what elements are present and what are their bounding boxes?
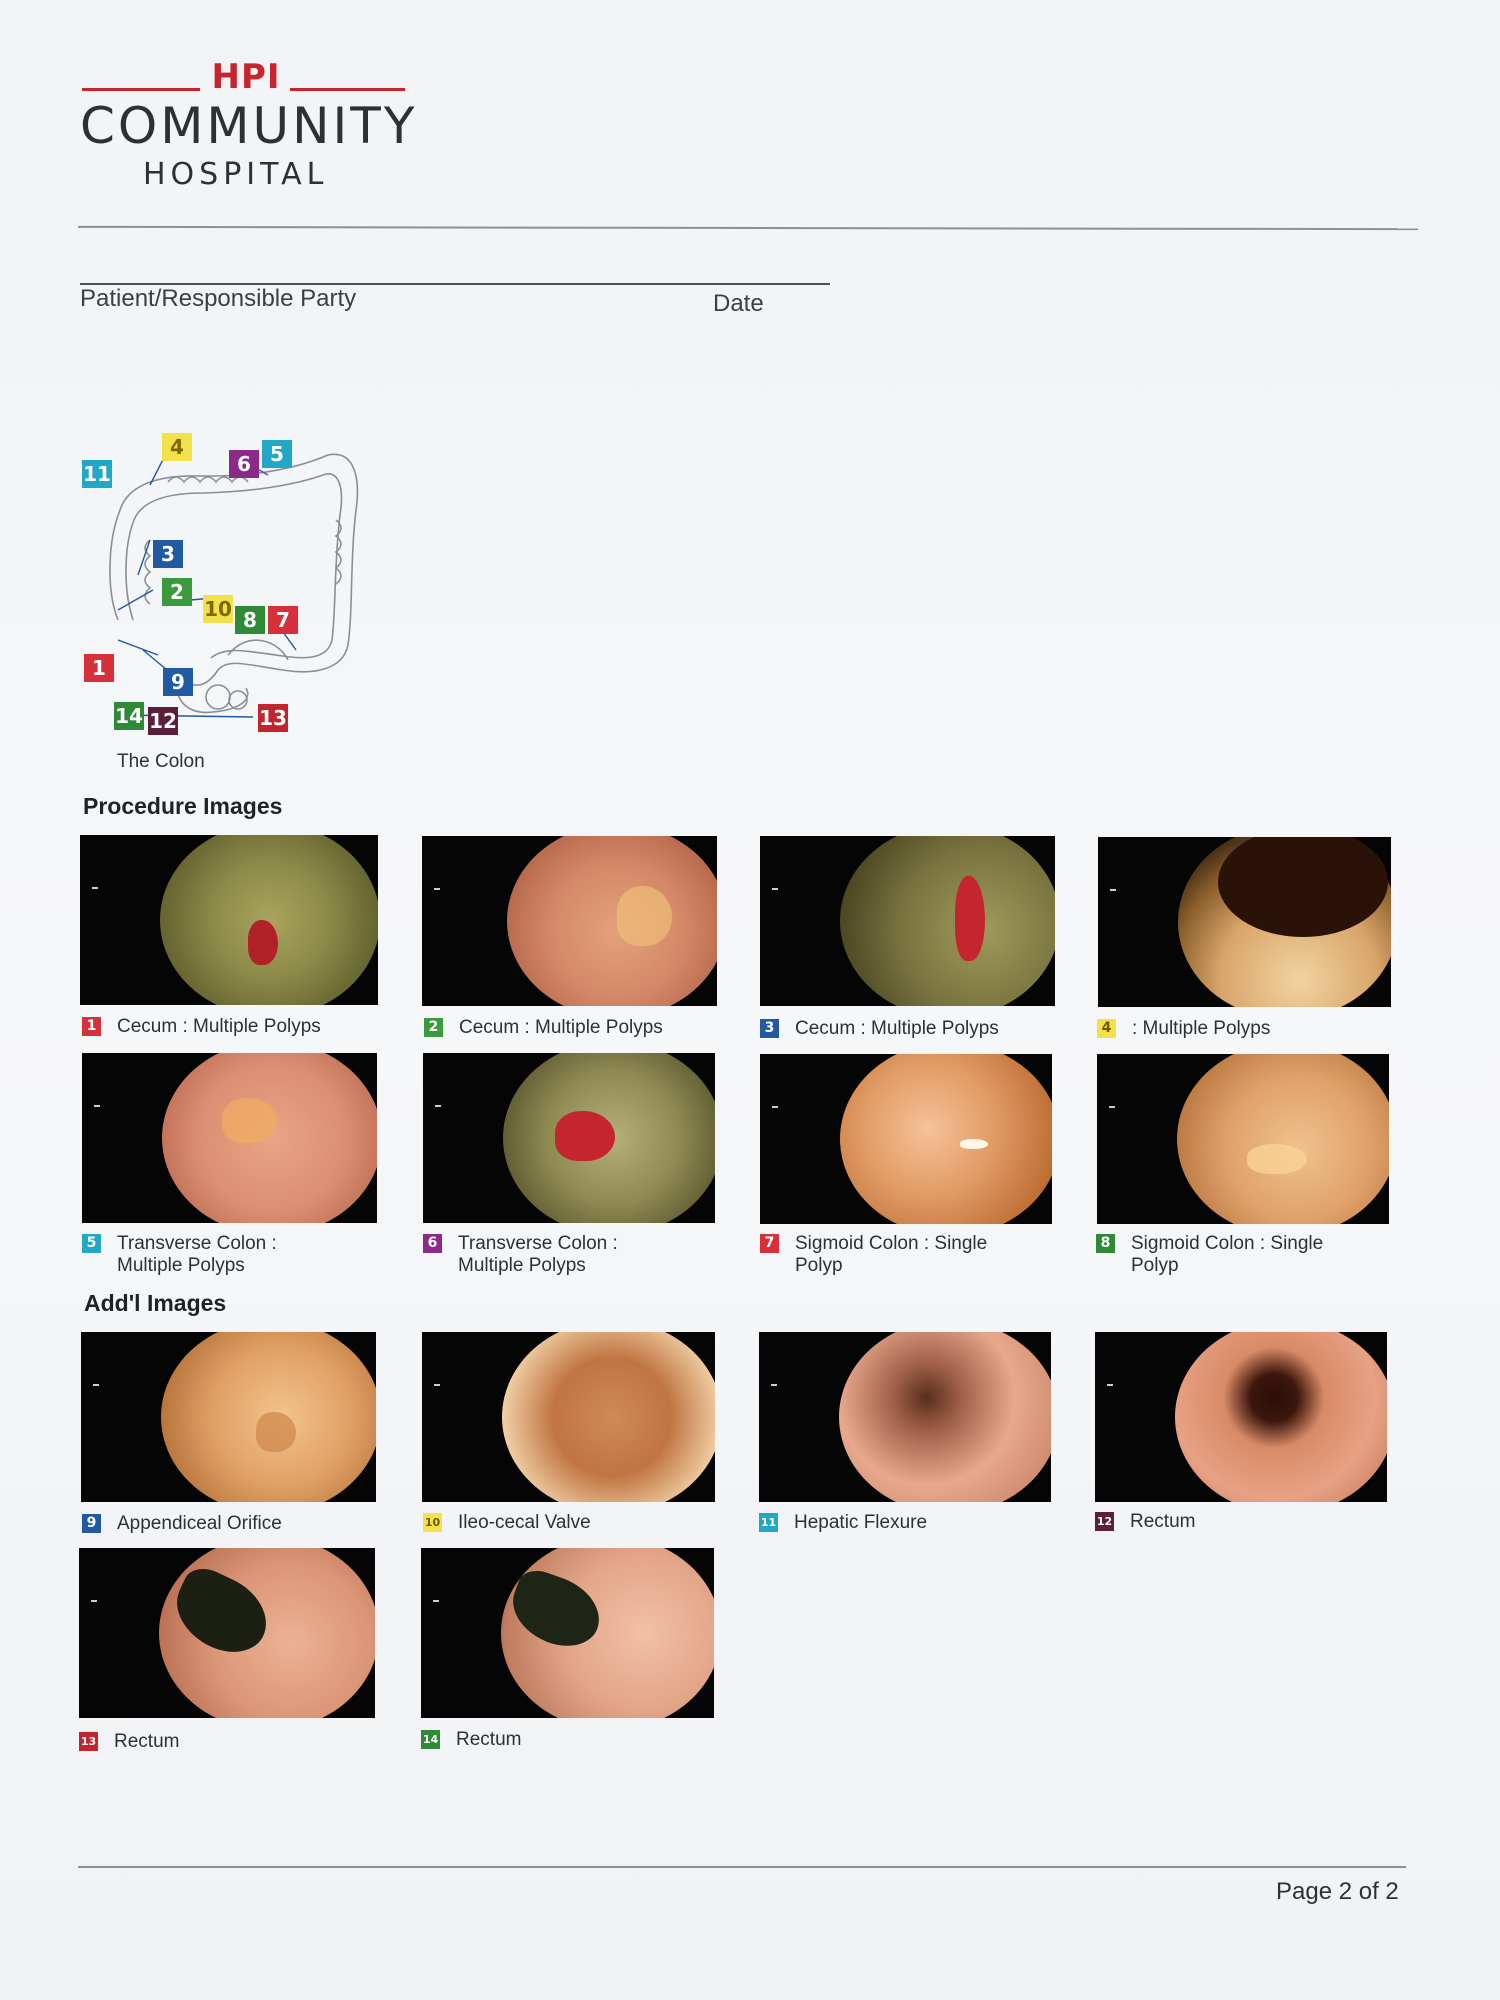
caption-number-10: 10 xyxy=(423,1513,442,1532)
logo-line-right xyxy=(290,88,405,91)
date-label: Date xyxy=(713,290,764,317)
caption-3 xyxy=(760,1018,1060,1040)
caption-number-9: 9 xyxy=(82,1514,101,1533)
procedure-image-7[interactable] xyxy=(760,1054,1052,1224)
addl-images-title: Add'l Images xyxy=(84,1290,227,1316)
page-number: Page 2 of 2 xyxy=(1276,1878,1399,1905)
marker-4: 4 xyxy=(162,433,192,461)
caption-label-13: Rectum xyxy=(114,1731,180,1752)
patient-label: Patient/Responsible Party xyxy=(80,285,357,312)
procedure-image-4[interactable] xyxy=(1098,837,1391,1007)
marker-7: 7 xyxy=(268,606,298,634)
caption-label-8: Sigmoid Colon : Single Polyp xyxy=(1131,1233,1324,1276)
caption-label-1: Cecum : Multiple Polyps xyxy=(117,1016,321,1037)
caption-label-14: Rectum xyxy=(456,1729,522,1750)
caption-number-7: 7 xyxy=(760,1234,779,1253)
hospital-logo xyxy=(80,55,418,192)
caption-number-2: 2 xyxy=(424,1018,443,1037)
header-divider xyxy=(78,226,1418,230)
marker-13: 13 xyxy=(259,706,287,730)
caption-6 xyxy=(423,1233,723,1277)
caption-9 xyxy=(82,1513,382,1535)
marker-5: 5 xyxy=(262,440,292,468)
caption-label-10: Ileo-cecal Valve xyxy=(458,1512,591,1533)
caption-label-2: Cecum : Multiple Polyps xyxy=(459,1017,663,1038)
procedure-image-8[interactable] xyxy=(1097,1054,1389,1224)
marker-8: 8 xyxy=(235,606,265,634)
caption-14 xyxy=(421,1729,721,1751)
caption-2 xyxy=(424,1017,724,1039)
marker-9: 9 xyxy=(163,668,193,696)
colon-diagram xyxy=(78,430,368,733)
caption-label-3: Cecum : Multiple Polyps xyxy=(795,1018,999,1039)
marker-11: 11 xyxy=(83,462,111,486)
caption-label-7: Sigmoid Colon : Single Polyp xyxy=(795,1233,988,1276)
logo-community: COMMUNITY xyxy=(80,97,418,155)
marker-10: 10 xyxy=(204,597,232,621)
caption-number-1: 1 xyxy=(82,1017,101,1036)
caption-label-12: Rectum xyxy=(1130,1511,1196,1532)
caption-7 xyxy=(760,1233,1060,1277)
marker-3: 3 xyxy=(153,540,183,568)
addl-image-10[interactable] xyxy=(422,1332,715,1502)
caption-label-4: : Multiple Polyps xyxy=(1132,1018,1271,1039)
caption-number-8: 8 xyxy=(1096,1234,1115,1253)
colon-outline-icon xyxy=(78,430,368,730)
caption-number-6: 6 xyxy=(423,1234,442,1253)
marker-2: 2 xyxy=(162,578,192,606)
procedure-image-3[interactable] xyxy=(760,836,1055,1006)
colon-caption: The Colon xyxy=(117,751,205,772)
caption-4 xyxy=(1097,1018,1397,1040)
caption-13 xyxy=(79,1731,379,1753)
procedure-image-5[interactable] xyxy=(82,1053,377,1223)
caption-10 xyxy=(423,1512,723,1534)
procedure-image-1[interactable] xyxy=(80,835,378,1005)
caption-label-5: Transverse Colon : Multiple Polyps xyxy=(117,1233,277,1276)
marker-6: 6 xyxy=(229,450,259,478)
procedure-images-title: Procedure Images xyxy=(83,793,283,819)
caption-number-5: 5 xyxy=(82,1234,101,1253)
marker-12: 12 xyxy=(149,709,177,733)
caption-11 xyxy=(759,1512,1059,1534)
procedure-image-2[interactable] xyxy=(422,836,717,1006)
caption-label-9: Appendiceal Orifice xyxy=(117,1513,282,1534)
caption-number-11: 11 xyxy=(759,1513,778,1532)
caption-12 xyxy=(1095,1511,1395,1533)
addl-image-12[interactable] xyxy=(1095,1332,1387,1502)
caption-1 xyxy=(82,1016,382,1038)
footer-divider xyxy=(78,1866,1406,1868)
addl-image-14[interactable] xyxy=(421,1548,714,1718)
caption-number-13: 13 xyxy=(79,1732,98,1751)
addl-image-13[interactable] xyxy=(79,1548,375,1718)
marker-1: 1 xyxy=(84,654,114,682)
caption-label-11: Hepatic Flexure xyxy=(794,1512,928,1533)
logo-line-left xyxy=(82,88,200,91)
procedure-image-6[interactable] xyxy=(423,1053,715,1223)
caption-label-6: Transverse Colon : Multiple Polyps xyxy=(458,1233,618,1276)
caption-number-12: 12 xyxy=(1095,1512,1114,1531)
caption-number-3: 3 xyxy=(760,1019,779,1038)
caption-number-14: 14 xyxy=(421,1730,440,1749)
logo-hospital: HOSPITAL xyxy=(143,157,329,192)
addl-image-11[interactable] xyxy=(759,1332,1051,1502)
caption-number-4: 4 xyxy=(1097,1019,1116,1038)
caption-5 xyxy=(82,1233,382,1277)
logo-hpi: HPI xyxy=(211,57,281,97)
caption-8 xyxy=(1096,1233,1396,1277)
marker-14: 14 xyxy=(115,704,143,728)
addl-image-9[interactable] xyxy=(81,1332,376,1502)
